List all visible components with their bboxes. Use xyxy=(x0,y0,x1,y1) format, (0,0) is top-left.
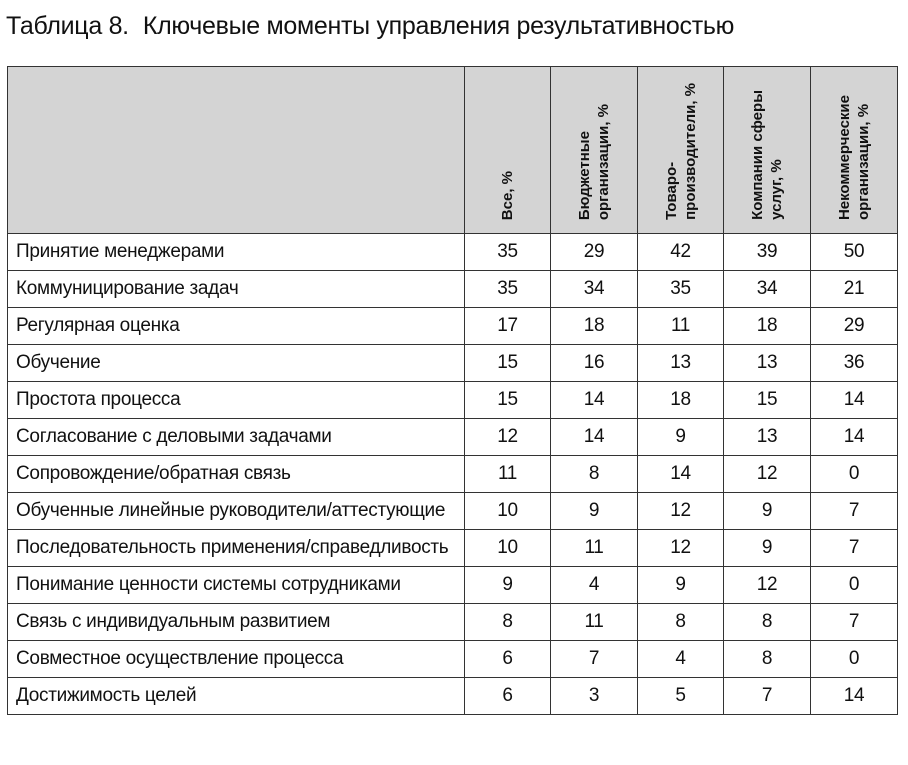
column-header-label: Товаро- производители, % xyxy=(662,83,699,220)
value-cell: 39 xyxy=(724,234,811,271)
value-cell: 8 xyxy=(551,456,638,493)
table-row xyxy=(8,345,898,382)
value-cell: 14 xyxy=(811,382,898,419)
value-cell: 0 xyxy=(811,567,898,604)
value-cell: 14 xyxy=(551,419,638,456)
value-cell: 13 xyxy=(724,419,811,456)
value-cell: 10 xyxy=(465,493,551,530)
value-cell: 12 xyxy=(724,567,811,604)
row-label: Связь с индивидуальным развитием xyxy=(8,604,465,641)
value-cell: 3 xyxy=(551,678,638,715)
value-cell: 14 xyxy=(811,678,898,715)
value-cell: 17 xyxy=(465,308,551,345)
column-header-label: Бюджетные организации, % xyxy=(576,103,612,220)
column-header xyxy=(638,67,724,234)
value-cell: 4 xyxy=(551,567,638,604)
row-label: Достижимость целей xyxy=(8,678,465,715)
row-label: Обученные линейные руководители/аттестующие xyxy=(8,493,465,530)
row-label: Простота процесса xyxy=(8,382,465,419)
value-cell: 7 xyxy=(811,493,898,530)
value-cell: 18 xyxy=(551,308,638,345)
row-label: Согласование с деловыми задачами xyxy=(8,419,465,456)
value-cell: 14 xyxy=(551,382,638,419)
value-cell: 7 xyxy=(811,530,898,567)
value-cell: 13 xyxy=(724,345,811,382)
value-cell: 12 xyxy=(465,419,551,456)
table-row xyxy=(8,456,898,493)
results-table xyxy=(7,66,898,715)
column-header-label: Некоммерческие организации, % xyxy=(836,94,872,220)
value-cell: 12 xyxy=(638,493,724,530)
value-cell: 35 xyxy=(638,271,724,308)
value-cell: 34 xyxy=(724,271,811,308)
value-cell: 7 xyxy=(551,641,638,678)
value-cell: 10 xyxy=(465,530,551,567)
value-cell: 9 xyxy=(724,493,811,530)
row-label: Понимание ценности системы сотрудниками xyxy=(8,567,465,604)
column-header-label: Компании сферы услуг, % xyxy=(749,90,785,220)
value-cell: 13 xyxy=(638,345,724,382)
value-cell: 9 xyxy=(551,493,638,530)
table-row xyxy=(8,493,898,530)
table-row xyxy=(8,271,898,308)
value-cell: 21 xyxy=(811,271,898,308)
value-cell: 6 xyxy=(465,641,551,678)
value-cell: 7 xyxy=(724,678,811,715)
value-cell: 16 xyxy=(551,345,638,382)
value-cell: 9 xyxy=(724,530,811,567)
value-cell: 0 xyxy=(811,641,898,678)
value-cell: 8 xyxy=(724,641,811,678)
row-label: Принятие менеджерами xyxy=(8,234,465,271)
column-header-label: Все, % xyxy=(499,170,516,220)
table-row xyxy=(8,530,898,567)
table-row xyxy=(8,419,898,456)
value-cell: 18 xyxy=(638,382,724,419)
value-cell: 9 xyxy=(638,419,724,456)
table-row xyxy=(8,382,898,419)
table-row xyxy=(8,604,898,641)
row-label: Совместное осуществление процесса xyxy=(8,641,465,678)
table-row xyxy=(8,234,898,271)
row-label: Коммуницирование задач xyxy=(8,271,465,308)
value-cell: 8 xyxy=(465,604,551,641)
column-header xyxy=(551,67,638,234)
value-cell: 11 xyxy=(551,604,638,641)
column-header xyxy=(465,67,551,234)
row-label: Последовательность применения/справедливость xyxy=(8,530,465,567)
value-cell: 12 xyxy=(638,530,724,567)
value-cell: 18 xyxy=(724,308,811,345)
value-cell: 14 xyxy=(638,456,724,493)
value-cell: 0 xyxy=(811,456,898,493)
value-cell: 15 xyxy=(465,345,551,382)
value-cell: 7 xyxy=(811,604,898,641)
value-cell: 12 xyxy=(724,456,811,493)
value-cell: 11 xyxy=(638,308,724,345)
value-cell: 8 xyxy=(638,604,724,641)
row-label: Обучение xyxy=(8,345,465,382)
column-header xyxy=(724,67,811,234)
table-caption xyxy=(6,12,734,41)
value-cell: 15 xyxy=(724,382,811,419)
column-header xyxy=(811,67,898,234)
row-label: Сопровождение/обратная связь xyxy=(8,456,465,493)
table-row xyxy=(8,567,898,604)
value-cell: 9 xyxy=(638,567,724,604)
table-row xyxy=(8,308,898,345)
table-title: Ключевые моменты управления результативностью xyxy=(142,12,735,40)
row-label: Регулярная оценка xyxy=(8,308,465,345)
value-cell: 34 xyxy=(551,271,638,308)
value-cell: 29 xyxy=(811,308,898,345)
value-cell: 50 xyxy=(811,234,898,271)
value-cell: 6 xyxy=(465,678,551,715)
value-cell: 4 xyxy=(638,641,724,678)
value-cell: 35 xyxy=(465,271,551,308)
value-cell: 8 xyxy=(724,604,811,641)
value-cell: 14 xyxy=(811,419,898,456)
table-body xyxy=(8,234,898,715)
value-cell: 29 xyxy=(551,234,638,271)
value-cell: 36 xyxy=(811,345,898,382)
table-row xyxy=(8,678,898,715)
header-corner-cell xyxy=(8,67,465,234)
table-number: Таблица 8. xyxy=(6,12,129,40)
value-cell: 9 xyxy=(465,567,551,604)
value-cell: 11 xyxy=(551,530,638,567)
table-row xyxy=(8,641,898,678)
value-cell: 5 xyxy=(638,678,724,715)
value-cell: 11 xyxy=(465,456,551,493)
value-cell: 42 xyxy=(638,234,724,271)
value-cell: 15 xyxy=(465,382,551,419)
header-row xyxy=(8,67,898,234)
value-cell: 35 xyxy=(465,234,551,271)
